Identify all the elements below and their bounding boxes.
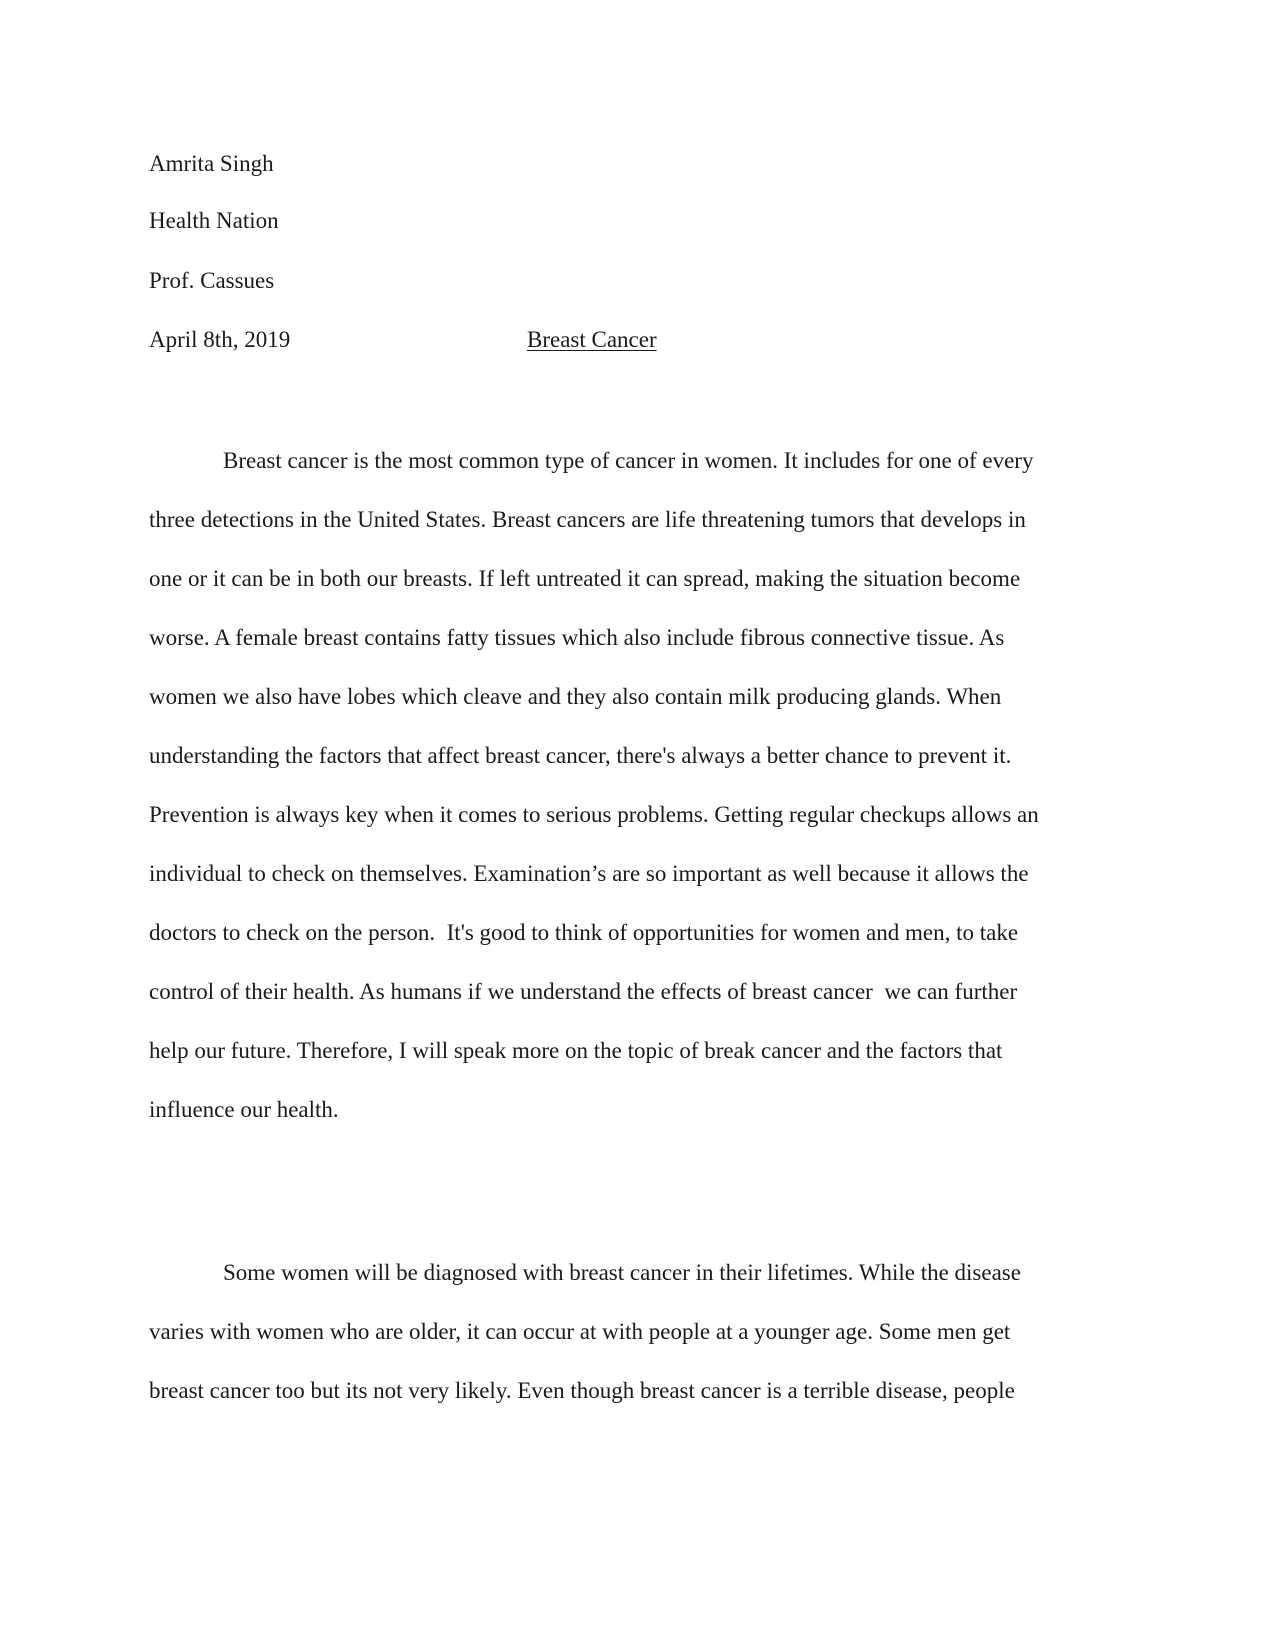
text-line: control of their health. As humans if we understand the effects of breast cancer we can further bbox=[149, 979, 1018, 1004]
text-line: three detections in the United States. Breast cancers are life threatening tumors that develops in bbox=[149, 507, 1026, 532]
text-line: help our future. Therefore, I will speak more on the topic of break cancer and the factors that bbox=[149, 1038, 1003, 1063]
paragraph-2 bbox=[149, 1243, 1114, 1420]
text-line: worse. A female breast contains fatty tissues which also include fibrous connective tissue. As bbox=[149, 625, 1005, 650]
text-line: breast cancer too but its not very likely. Even though breast cancer is a terrible disease, people bbox=[149, 1378, 1015, 1403]
text-line: Breast cancer is the most common type of cancer in women. It includes for one of every bbox=[223, 448, 1034, 473]
author-name: Amrita Singh bbox=[149, 151, 274, 176]
text-line: influence our health. bbox=[149, 1097, 339, 1122]
text-line: women we also have lobes which cleave and they also contain milk producing glands. When bbox=[149, 684, 1002, 709]
professor-name: Prof. Cassues bbox=[149, 268, 275, 293]
text-line: Prevention is always key when it comes to serious problems. Getting regular checkups allows an bbox=[149, 802, 1039, 827]
document-title: Breast Cancer bbox=[527, 327, 657, 352]
course-name: Health Nation bbox=[149, 208, 279, 233]
text-line: doctors to check on the person. It's good to think of opportunities for women and men, to take bbox=[149, 920, 1019, 945]
text-line: individual to check on themselves. Examination’s are so important as well because it allows the bbox=[149, 861, 1029, 886]
text-line: one or it can be in both our breasts. If left untreated it can spread, making the situation become bbox=[149, 566, 1021, 591]
text-line: varies with women who are older, it can occur at with people at a younger age. Some men get bbox=[149, 1319, 1011, 1344]
text-line: understanding the factors that affect breast cancer, there's always a better chance to prevent it. bbox=[149, 743, 1012, 768]
paragraph-1 bbox=[149, 431, 1114, 1139]
text-line: Some women will be diagnosed with breast cancer in their lifetimes. While the disease bbox=[223, 1260, 1021, 1285]
submission-date: April 8th, 2019 bbox=[149, 327, 291, 352]
